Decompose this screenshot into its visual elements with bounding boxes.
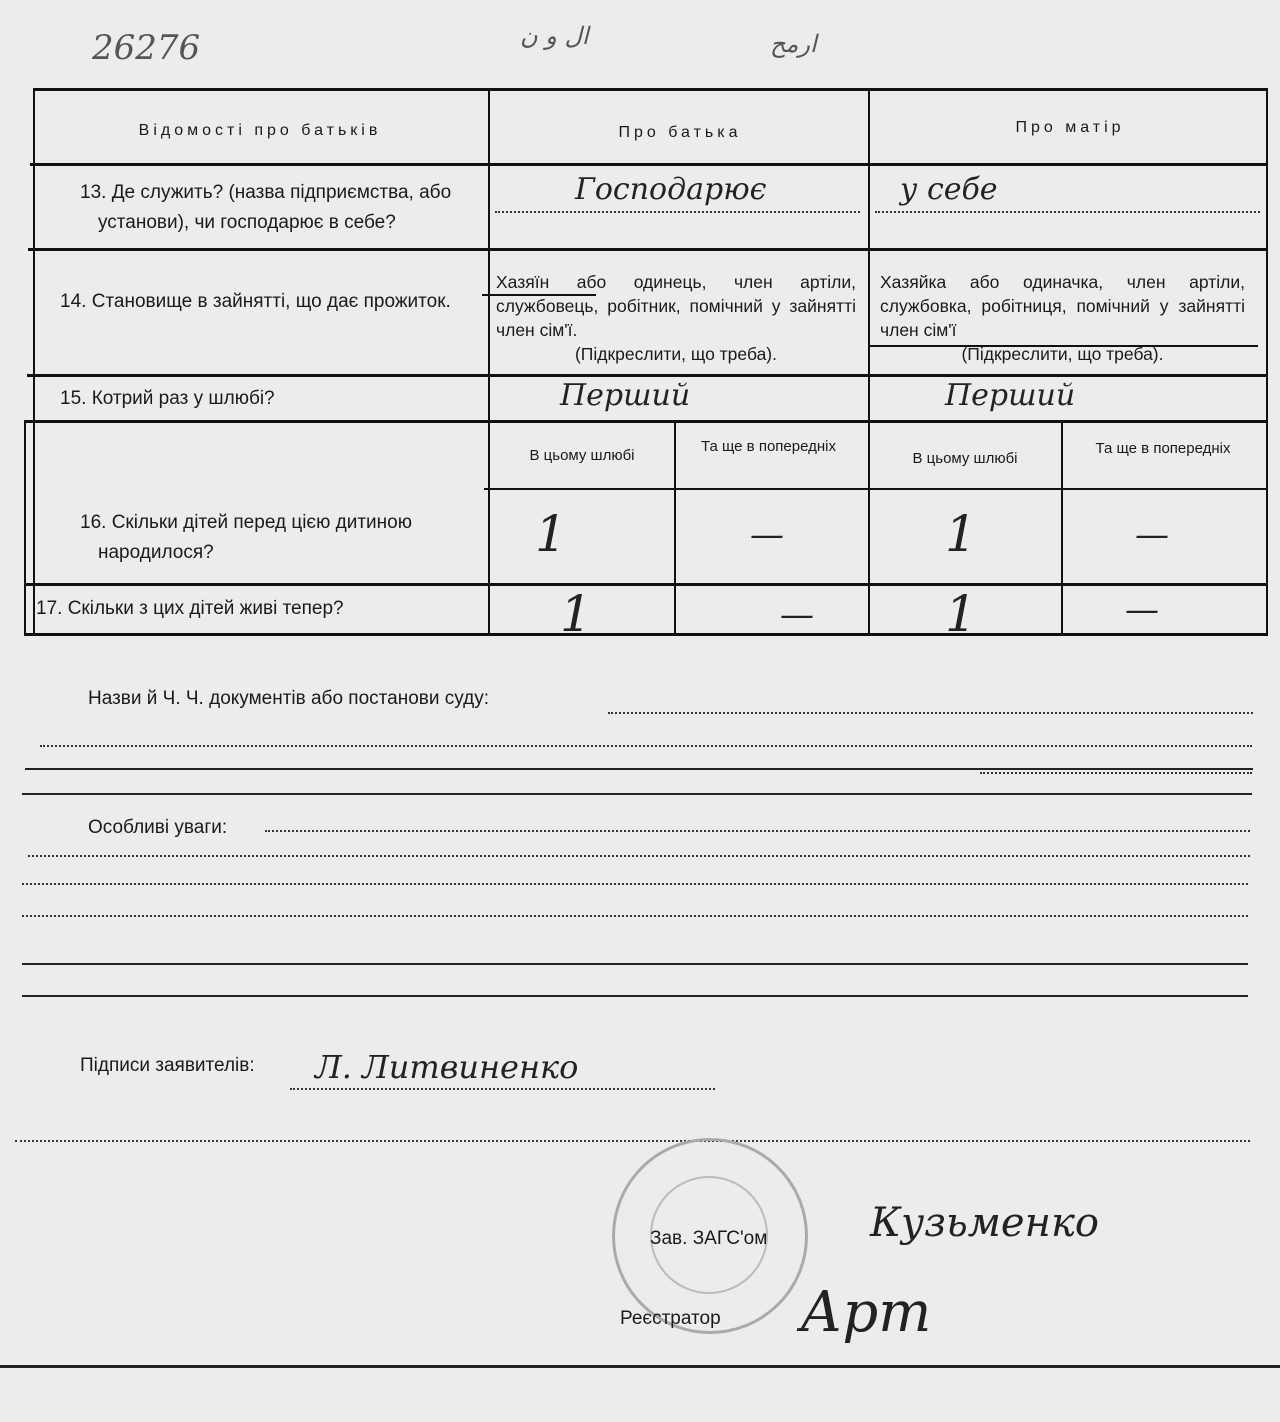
- head-label: Зав. ЗАГС'ом: [650, 1228, 768, 1249]
- question-13: 13. Де служить? (назва підприємства, або установи), чи господарює в себе?: [80, 182, 452, 233]
- father-children-this: 1: [535, 505, 567, 563]
- header-mother: Про матір: [1015, 119, 1125, 136]
- mother-living-this: 1: [945, 585, 977, 643]
- mother-marriage-count: Перший: [945, 378, 1076, 413]
- applicant-signature: Л. Литвиненко: [315, 1048, 579, 1086]
- top-scribble: ال و ن: [520, 22, 589, 50]
- father-occupation-options: [496, 270, 856, 366]
- mother-children-prev: —: [1135, 515, 1169, 555]
- archive-number: 26276: [92, 28, 201, 68]
- mother-options-note: (Підкреслити, що треба).: [961, 344, 1164, 364]
- father-options-note: (Підкреслити, що треба).: [574, 344, 777, 364]
- registrar-label: Реєстратор: [620, 1308, 721, 1329]
- header-parents-info: Відомості про батьків: [138, 122, 382, 139]
- subheader-mother-this: В цьому шлюбі: [912, 450, 1018, 467]
- father-living-this: 1: [560, 585, 592, 643]
- mother-children-this: 1: [945, 505, 977, 563]
- header-father: Про батька: [618, 124, 742, 141]
- head-signature: Кузьменко: [870, 1200, 1099, 1246]
- subheader-mother-prev: Та ще в попередніх: [1095, 440, 1231, 457]
- documents-label: Назви й Ч. Ч. документів або постанови суду:: [88, 688, 489, 709]
- signatures-label: Підписи заявителів:: [80, 1055, 255, 1076]
- subheader-father-this: В цьому шлюбі: [529, 447, 635, 464]
- father-marriage-count: Перший: [560, 378, 691, 413]
- father-workplace: Господарює: [575, 172, 767, 207]
- question-15: 15. Котрий раз у шлюбі?: [60, 388, 275, 409]
- mother-workplace: у себе: [900, 172, 998, 207]
- father-children-prev: —: [750, 515, 784, 555]
- remarks-label: Особливі уваги:: [88, 817, 228, 838]
- question-16: 16. Скільки дітей перед цією дитиною народилося?: [80, 512, 412, 563]
- mother-options-text: Хазяйка або одиначка, член артіли, службовка, робітниця, помічний у зайнятті член сім'ї: [880, 272, 1245, 340]
- top-scribble: ارمح: [770, 30, 817, 58]
- question-14: 14. Становище в зайнятті, що дає прожиток.: [60, 291, 451, 312]
- question-17: 17. Скільки з цих дітей живі тепер?: [36, 598, 344, 619]
- subheader-father-prev: Та ще в попередніх: [701, 438, 836, 455]
- father-living-prev: —: [780, 595, 814, 635]
- registrar-signature: Арт: [800, 1280, 932, 1345]
- mother-living-prev: —: [1125, 590, 1159, 630]
- father-options-text: Хазяїн або одинець, член артіли, службовець, робітник, помічний у зайнятті член сім'ї.: [496, 272, 856, 340]
- mother-occupation-options: [880, 270, 1245, 366]
